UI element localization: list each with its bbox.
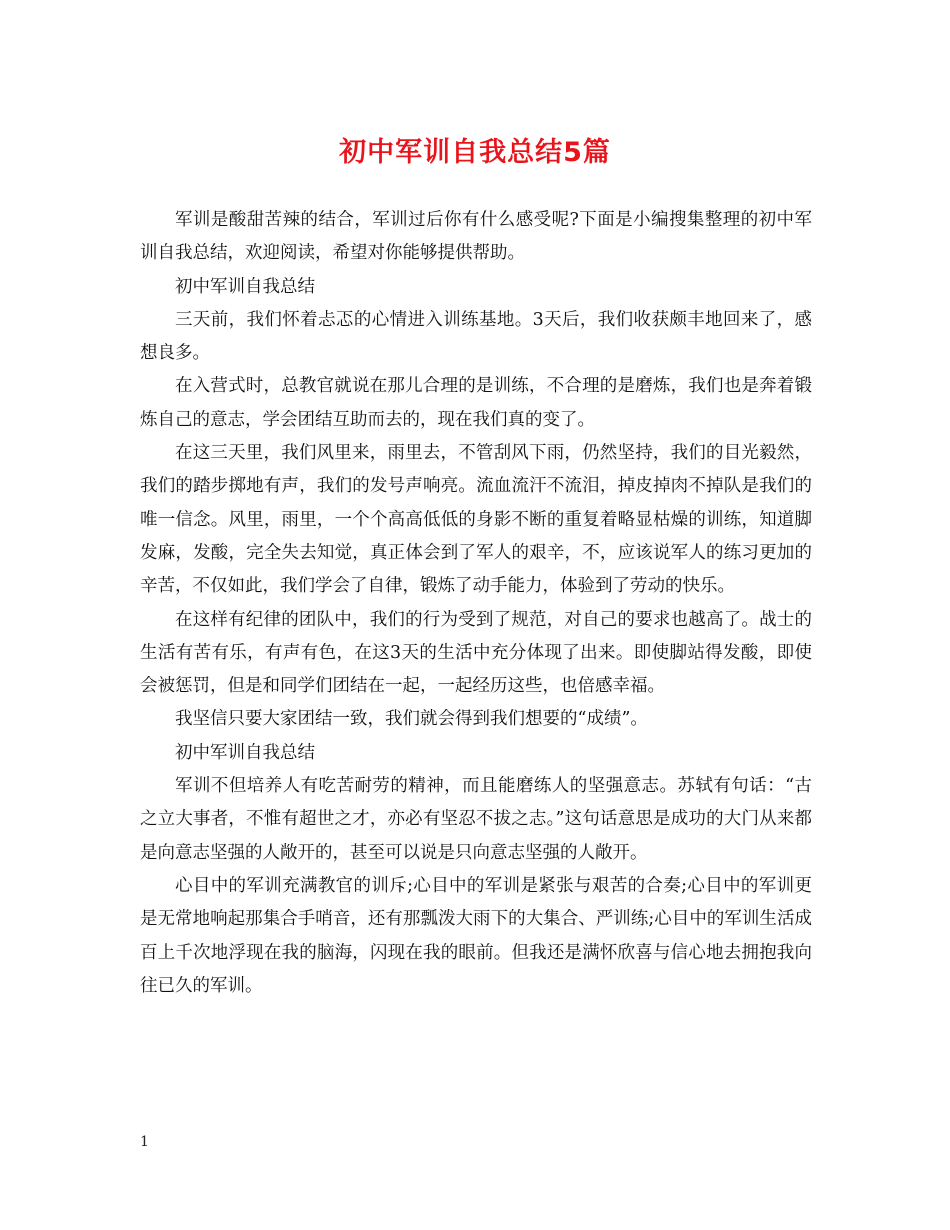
- section-heading: 初中军训自我总结: [175, 276, 315, 297]
- paragraph: 三天前，我们怀着忐忑的心情进入训练基地。3天后，我们收获颇丰地回来了，感想良多。: [140, 309, 812, 364]
- paragraph: 心目中的军训充满教官的训斥;心目中的军训是紧张与艰苦的合奏;心目中的军训更是无常地响起那集合手哨音，还有那瓢泼大雨下的大集合、严训练;心目中的军训生活成百上千次地浮现在我的脑海，闪现在我的眼前。但我还是满怀欣喜与信心地去拥抱我向往已久的军训。: [140, 875, 812, 996]
- paragraph: 在入营式时，总教官就说在那儿合理的是训练，不合理的是磨炼，我们也是奔着锻炼自己的意志，学会团结互助而去的，现在我们真的变了。: [140, 376, 812, 430]
- page-number: 1: [140, 1134, 149, 1150]
- paragraph: 在这三天里，我们风里来，雨里去，不管刮风下雨，仍然坚持，我们的目光毅然，我们的踏步掷地有声，我们的发号声响亮。流血流汗不流泪，掉皮掉肉不掉队是我们的唯一信念。风里，雨里，一个个高高低低的身影不断的重复着略显枯燥的训练，知道脚发麻，发酸，完全失去知觉，真正体会到了军人的艰辛，不，应该说军人的练习更加的辛苦，不仅如此，我们学会了自律，锻炼了动手能力，体验到了劳动的快乐。: [140, 443, 812, 597]
- paragraph: 在这样有纪律的团队中，我们的行为受到了规范，对自己的要求也越高了。战士的生活有苦有乐，有声有色，在这3天的生活中充分体现了出来。即使脚站得发酸，即使会被惩罚，但是和同学们团结在一起，一起经历这些，也倍感幸福。: [140, 609, 812, 697]
- paragraph: 我坚信只要大家团结一致，我们就会得到我们想要的“成绩”。: [175, 709, 648, 730]
- section-heading: 初中军训自我总结: [175, 742, 315, 763]
- paragraph: 军训不但培养人有吃苦耐劳的精神，而且能磨练人的坚强意志。苏轼有句话：“古之立大事者，不惟有超世之才，亦必有坚忍不拔之志。”这句话意思是成功的大门从来都是向意志坚强的人敞开的，甚至可以说是只向意志坚强的人敞开。: [140, 776, 812, 863]
- document-body: [140, 204, 812, 1003]
- document-title: 初中军训自我总结5篇: [339, 137, 611, 168]
- paragraph-intro: 军训是酸甜苦辣的结合，军训过后你有什么感受呢?下面是小编搜集整理的初中军训自我总结，欢迎阅读，希望对你能够提供帮助。: [140, 210, 812, 264]
